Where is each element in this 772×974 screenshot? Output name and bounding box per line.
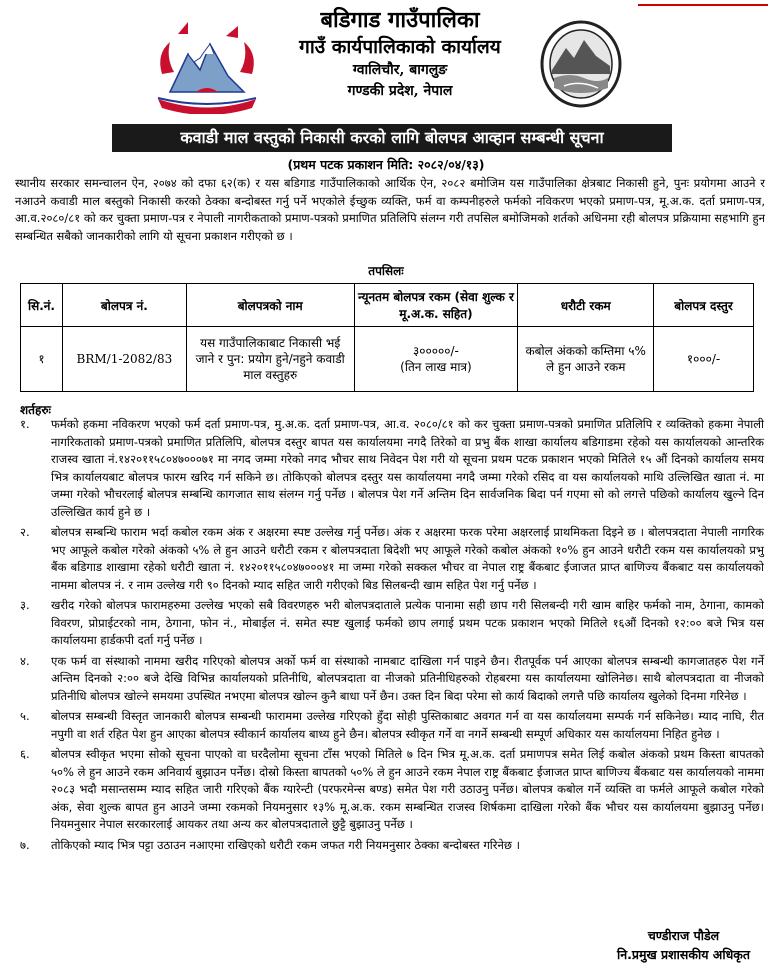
term-item	[20, 746, 764, 834]
cell-deposit: कबोल अंकको कम्तिमा ५% ले हुन आउने रकम	[518, 327, 654, 392]
signature-block	[617, 926, 750, 964]
term-item	[20, 524, 764, 594]
cell-fee: १०००/-	[654, 327, 754, 392]
term-item	[20, 597, 764, 650]
term-text: बोलपत्र सम्बन्धि फाराम भर्दा कबोल रकम अंक र अक्षरमा स्पष्ट उल्लेख गर्नु पर्नेछ। अंक र अक्षरमा फरक परेमा अक्षरलाई प्राथमिकता दिइने छ । बोलपत्रदाता नेपाली नागरिक भए आफूले कबोल गरेको अंकको ५% ले हुन आउने धरौटी रकम र बोलपत्रदाता बिदेशी भए आफूले गरेको कबोल अंकको १०% हुन आउने धरौटी रकम यस कार्यालयको प्रभु बैंक बडिगाड शाखामा रहेको धरौटी खाता नं. १४२०११५८०४७०००४१ मा जम्मा गरेको सक्कल भौचर वा नेपाल राष्ट्र बैंकबाट ईजाजत प्राप्त बाणिज्य बैंकबाट यस कार्यालयको नाममा बोलपत्र नं. र नाम उल्लेख गरी ९० दिनको म्याद सहित जारी गरीएको बिड सिलबन्दी खाम सहित पेश गर्नु पर्नेछ ।	[51, 525, 764, 592]
term-text: खरीद गरेको बोलपत्र फारामहरुमा उल्लेख भएको सबै विवरणहरु भरी बोलपत्रदाताले प्रत्येक पानामा सही छाप गरी सिलबन्दी गरी खाम बाहिर फर्मको नाम, ठेगाना, कामको विवरण, प्रोप्राईटरको नाम, ठेगाना, फोन नं., मोबाईल नं. समेत स्पष्ट खुलाई फर्मको छाप लगाई प्रथम पटक प्रकाशन भएको मितिले १६औं दिनको १२:०० बजे भित्र यस कार्यालयमा हार्डकपी दर्ता गर्नु पर्नेछ ।	[51, 598, 764, 647]
term-text: फर्मको हकमा नविकरण भएको फर्म दर्ता प्रमाण-पत्र, मु.अ.क. दर्ता प्रमाण-पत्र, आ.व. २०८०/८१ को कर चुक्ता प्रमाण-पत्रको प्रमाणित प्रतिलिपि र व्यक्तिको हकमा नेपाली नागरिकताको प्रमाण-पत्रको प्रमाणित प्रतिलिपि, बोलपत्र दस्तुर बापत यस कार्यालयमा नगदै तिरेको वा प्रभु बैंक शाखा कार्यालय बडिगाडमा रहेको यस कार्यालयको आन्तरिक राजस्व खाता नं.१४२०११५८०४७०००७१ मा नगद जम्मा गरेको नगद भौचर साथ निवेदन पेश गरी यो सूचना प्रथम पटक प्रकाशन भएको मितिले १५ औं दिनको कार्यालय समय भित्र कार्यालयबाट बोलपत्र फारम खरिद गर्न सकिने छ। तोकिएको बोलपत्र दस्तुर यस कार्यालयमा नगदै जम्मा गरेको रसिद वा यस कार्यालयको माथि उल्लिखित खाता नं. मा जम्मा गरेको भौचरलाई बोलपत्र सम्बन्धि कागजात साथ संलग्न गर्नु पर्नेछ । बोलपत्र पेश गर्ने अन्तिम दिन सार्वजनिक बिदा पर्न गएमा सो को लगत्ते पछिको कार्यालय खुल्ने दिन उल्लिखित कार्य हुने छ ।	[51, 417, 764, 519]
term-item	[20, 653, 764, 706]
col-header-min-amount: न्यूनतम बोलपत्र रकम (सेवा शुल्क र मू.अ.क. सहित)	[354, 284, 518, 327]
nepal-emblem-logo	[148, 14, 266, 114]
term-text: बोलपत्र सम्बन्धी विस्तृत जानकारी बोलपत्र सम्बन्धी फाराममा उल्लेख गरिएको हुँदा सोही पुस्तिकाबाट अवगत गर्न वा यस कार्यालयमा सम्पर्क गर्न सकिनेछ। म्याद नाघि, रीत नपुगी वा शर्त रहित पेश हुन आएका बोलपत्र स्वीकार्न कार्यालय बाध्य हुने छैन। बोलपत्र स्वीकृत गर्ने वा नगर्ने सम्बन्धी सम्पूर्ण अधिकार यस कार्यालयमा निहित हुनेछ ।	[51, 709, 764, 741]
term-number: २.	[20, 525, 30, 539]
table-row	[21, 327, 754, 392]
notice-title-banner: कवाडी माल वस्तुको निकासी करको लागि बोलपत्र आव्हान सम्बन्धी सूचना	[112, 124, 672, 152]
signatory-name: चण्डीराज पौडेल	[647, 928, 720, 943]
schedule-label: तपसिलः	[368, 264, 404, 278]
term-text: तोकिएको म्याद भित्र पट्टा उठाउन नआएमा राखिएको धरौटी रकम जफत गरी नियमनुसार ठेक्का बन्दोबस्त गरिनेछ ।	[51, 837, 520, 852]
office-name: बडिगाड गाउँपालिका	[320, 7, 480, 33]
bid-table	[20, 283, 754, 392]
min-amount-words: (तिन लाख मात्र)	[400, 360, 472, 374]
term-number: ३.	[20, 598, 30, 612]
province-line: गण्डकी प्रदेश, नेपाल	[347, 83, 453, 99]
cell-bid-name: यस गाउँपालिकाबाट निकासी भई जाने र पुन: प्रयोग हुने/नहुने कवाडी माल वस्तुहरु	[186, 327, 354, 392]
terms-list	[20, 416, 764, 857]
col-header-deposit: धरौटी रकम	[518, 284, 654, 327]
term-item	[20, 416, 764, 521]
term-text: बोलपत्र स्वीकृत भएमा सोको सूचना पाएको वा घरदैलोमा सूचना टाँस भएको मितिले ७ दिन भित्र मू.अ.क. दर्ता प्रमाणपत्र समेत लिई कबोल अंकको प्रथम किस्ता बापतको ५०% ले हुन आउने रकम अनिवार्य बुझाउन पर्नेछ। दोस्रो किस्ता बापतको ५०% ले हुन आउने रकम नेपाल राष्ट्र बैंकबाट ईजाजत प्राप्त बाणिज्य बैंकबाट यस कार्यालयको नाममा २०८३ भदौ मसान्तसम्म म्याद सहित जारी गरिएको बैंक ग्यारेन्टी (परफरमेन्स बण्ड) समेत पेश गरी उठाउनु पर्नेछ। बोलपत्र कबोल गर्ने व्यक्ति वा फर्मले आफूले कबोल गरेको अंक, सेवा शुल्क बापत हुन आउने जम्मा रकमको नियमनुसार १३% मू.अ.क. रकम सम्बन्धित राजस्व शिर्षकमा दाखिला गरेको बैंक भौचर यस कार्यालयमा बुझाउनु पर्नेछ। नियमनुसार नेपाल सरकारलाई आयकर तथा अन्य कर बोलपत्रदाताले छुट्टै बुझाउनु पर्नेछ ।	[51, 747, 764, 831]
term-number: ४.	[20, 653, 30, 668]
office-subtitle: गाउँ कार्यपालिकाको कार्यालय	[299, 36, 501, 58]
term-number: ६.	[20, 747, 30, 761]
letterhead	[0, 4, 772, 122]
term-number: ७.	[20, 837, 30, 852]
term-number: १.	[20, 417, 30, 431]
table-header-row	[21, 284, 754, 327]
intro-paragraph: स्थानीय सरकार समन्चालन ऐन, २०७४ को दफा ६२(क) र यस बडिगाड गाउँपालिकाको आर्थिक ऐन, २०८२ बमोजिम यस गाउँपालिका क्षेत्रबाट निकासी हुने, पुनः प्रयोगमा आउने र नआउने कवाडी माल बस्तुको निकासी करको ठेक्का बन्दोबस्त गर्नु पर्ने भएकोले ईच्छुक व्यक्ति, फर्म वा कम्पनीहरुले फर्मको नविकरण भएको प्रमाण-पत्र, मू.अ.क. दर्ता प्रमाण-पत्र, आ.व.२०८०/८१ को कर चुक्ता प्रमाण-पत्र र नेपाली नागरीकताको प्रमाण-पत्रको प्रमाणित प्रतिलिपि संलग्न गरी तपसिल बमोजिमको शर्तको अधिनमा रही बोलपत्र प्रक्रियामा सहभागि हुन सम्बन्धित सबैको जानकारीको लागि यो सूचना प्रकाशन गरीएको छ ।	[15, 176, 765, 243]
cell-min-amount	[354, 327, 518, 392]
term-number: ५.	[20, 709, 30, 723]
term-item	[20, 837, 764, 855]
address-line: ग्वालिचौर, बागलुङ	[352, 62, 448, 78]
first-publication-date: (प्रथम पटक प्रकाशन मिति: २०८२/०४/१३)	[287, 157, 485, 172]
term-text: एक फर्म वा संस्थाको नाममा खरीद गरिएको बोलपत्र अर्को फर्म वा संस्थाको नामबाट दाखिला गर्न पाइने छैन। रीतपूर्वक पर्न आएका बोलपत्र सम्बन्धी कागजातहरु पेश गर्ने अन्तिम दिनको २:०० बजे देखि विभिन्न कार्यालयको प्रतिनीधि, बोलपत्रदाता वा नीजको प्रतिनीधिहरुको रोहबरमा यस कार्यालयमा खोलिनेछ। साथै बोलपत्रदाता वा नीजको प्रतिनीधि बोलपत्र खोल्ने समयमा उपस्थित नभएमा बोलपत्र खोल्न कुनै बाधा पर्ने छैन। उक्त दिन बिदा परेमा सो कार्य बिदाको लगत्तै पछि कार्यालय खुलेको दिनमा गरिनेछ ।	[51, 653, 764, 703]
col-header-sn: सि.नं.	[21, 284, 63, 327]
letterhead-text	[260, 6, 540, 102]
col-header-bid-no: बोलपत्र नं.	[62, 284, 186, 327]
cell-sn: १	[21, 327, 63, 392]
signatory-designation: नि.प्रमुख प्रशासकीय अधिकृत	[616, 947, 750, 962]
terms-heading: शर्तहरुः	[20, 403, 51, 417]
municipality-landscape-logo	[540, 18, 622, 108]
min-amount-figure: ३०००००/-	[413, 344, 459, 358]
col-header-bid-name: बोलपत्रको नाम	[186, 284, 354, 327]
term-item	[20, 708, 764, 743]
col-header-fee: बोलपत्र दस्तुर	[654, 284, 754, 327]
cell-bid-no: BRM/1-2082/83	[62, 327, 186, 392]
